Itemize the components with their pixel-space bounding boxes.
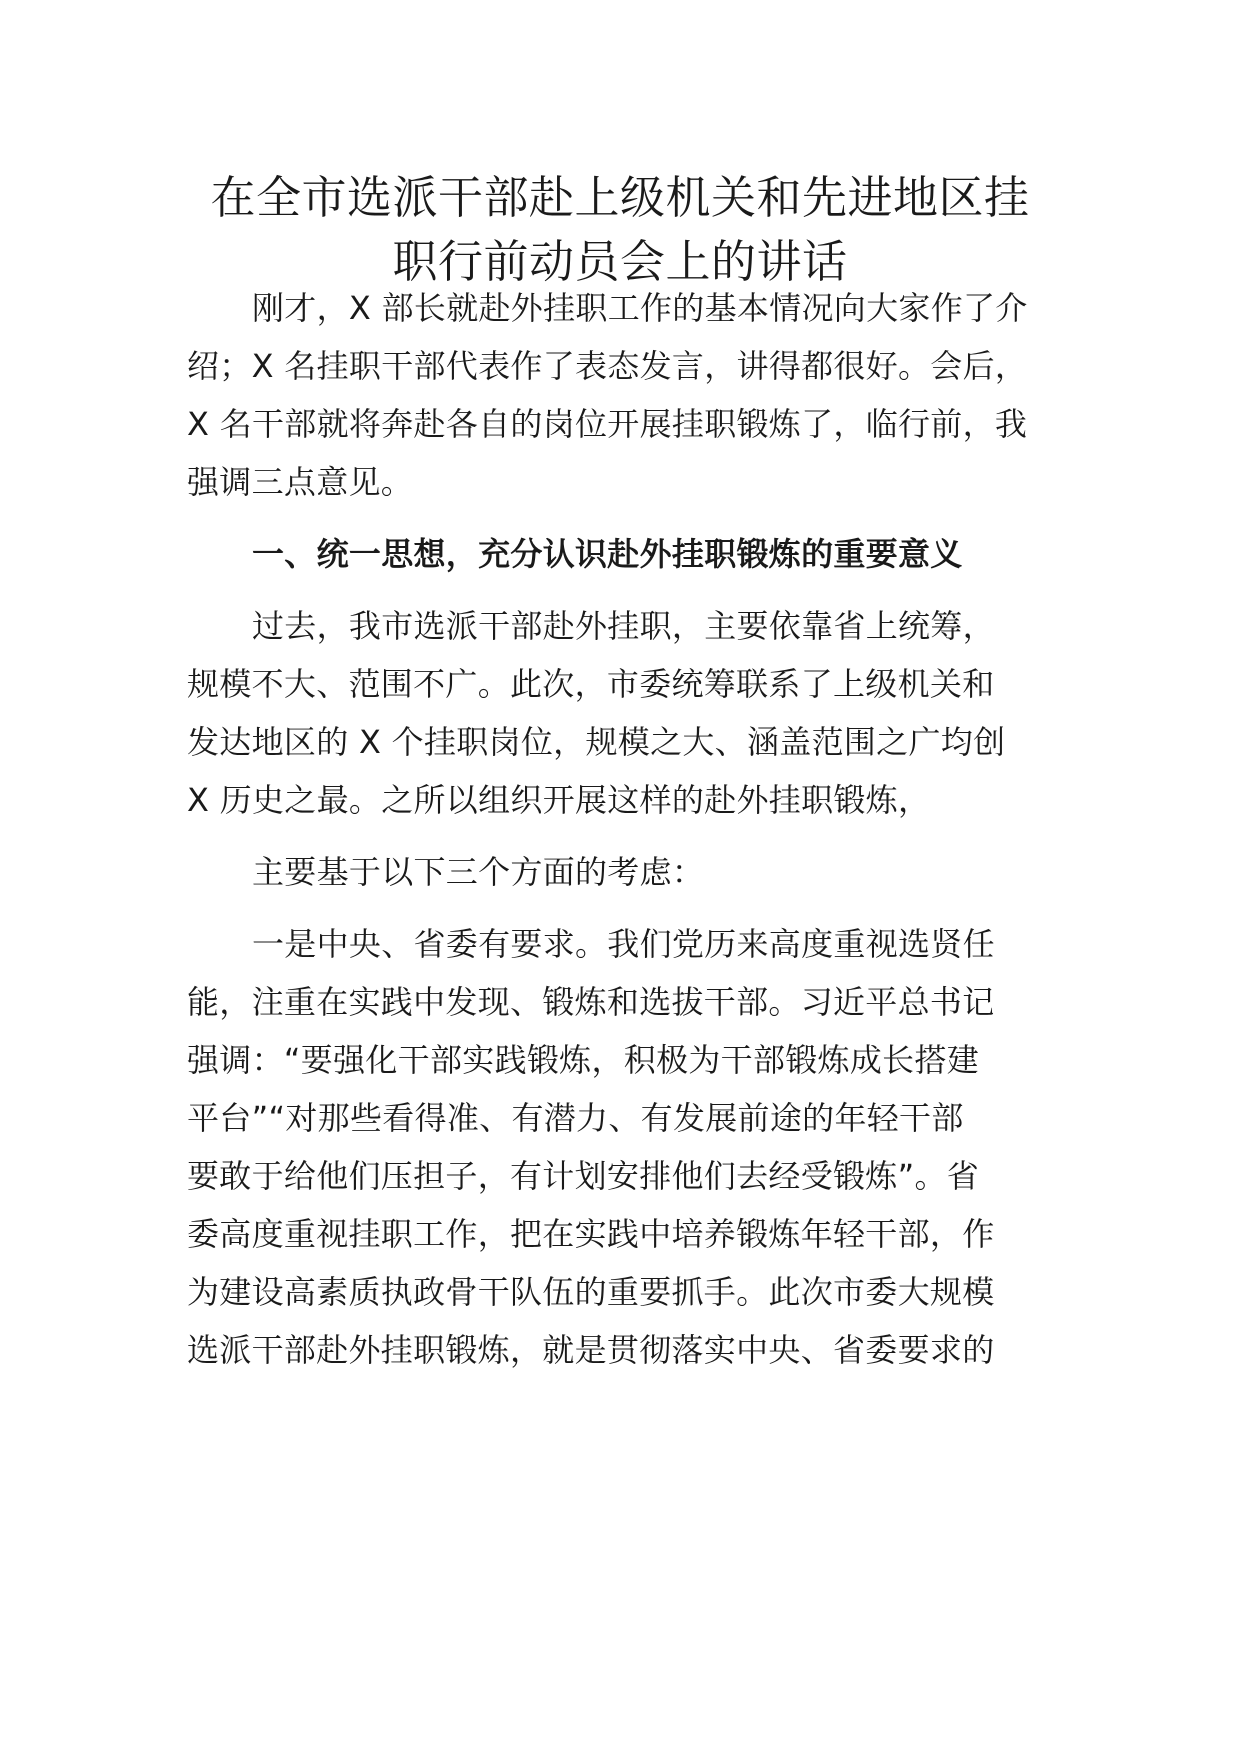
paragraph-line: 强调：“要强化干部实践锻炼，积极为干部锻炼成长搭建 (187, 1041, 980, 1079)
paragraph-line: X 名干部就将奔赴各自的岗位开展挂职锻炼了，临行前，我 (187, 405, 1028, 443)
paragraph-line: 规模不大、范围不广。此次，市委统筹联系了上级机关和 (187, 665, 995, 703)
paragraph-line: X 历史之最。之所以组织开展这样的赴外挂职锻炼， (187, 781, 931, 819)
paragraph-line: 刚才，X 部长就赴外挂职工作的基本情况向大家作了介 (252, 289, 1028, 327)
paragraph-line: 发达地区的 X 个挂职岗位，规模之大、涵盖范围之广均创 (187, 723, 1006, 761)
paragraph-line: 过去，我市选派干部赴外挂职，主要依靠省上统筹， (252, 607, 995, 645)
paragraph-line: 一是中央、省委有要求。我们党历来高度重视选贤任 (252, 925, 995, 963)
paragraph-line: 平台”“对那些看得准、有潜力、有发展前途的年轻干部 (187, 1099, 964, 1137)
paragraph-line: 主要基于以下三个方面的考虑： (252, 853, 705, 891)
section-heading: 一、统一思想，充分认识赴外挂职锻炼的重要意义 (252, 535, 963, 573)
document-title-line-2: 职行前动员会上的讲话 (392, 235, 848, 288)
paragraph-line: 委高度重视挂职工作，把在实践中培养锻炼年轻干部，作 (187, 1215, 995, 1253)
paragraph-line: 为建设高素质执政骨干队伍的重要抓手。此次市委大规模 (187, 1273, 995, 1311)
paragraph-line: 选派干部赴外挂职锻炼，就是贯彻落实中央、省委要求的 (187, 1331, 995, 1369)
paragraph-line: 强调三点意见。 (187, 463, 414, 501)
paragraph-line: 要敢于给他们压担子，有计划安排他们去经受锻炼”。省 (187, 1157, 980, 1195)
document-title-line-1: 在全市选派干部赴上级机关和先进地区挂 (210, 171, 1030, 224)
paragraph-line: 绍；X 名挂职干部代表作了表态发言，讲得都很好。会后， (187, 347, 1028, 385)
paragraph-line: 能，注重在实践中发现、锻炼和选拔干部。习近平总书记 (187, 983, 995, 1021)
